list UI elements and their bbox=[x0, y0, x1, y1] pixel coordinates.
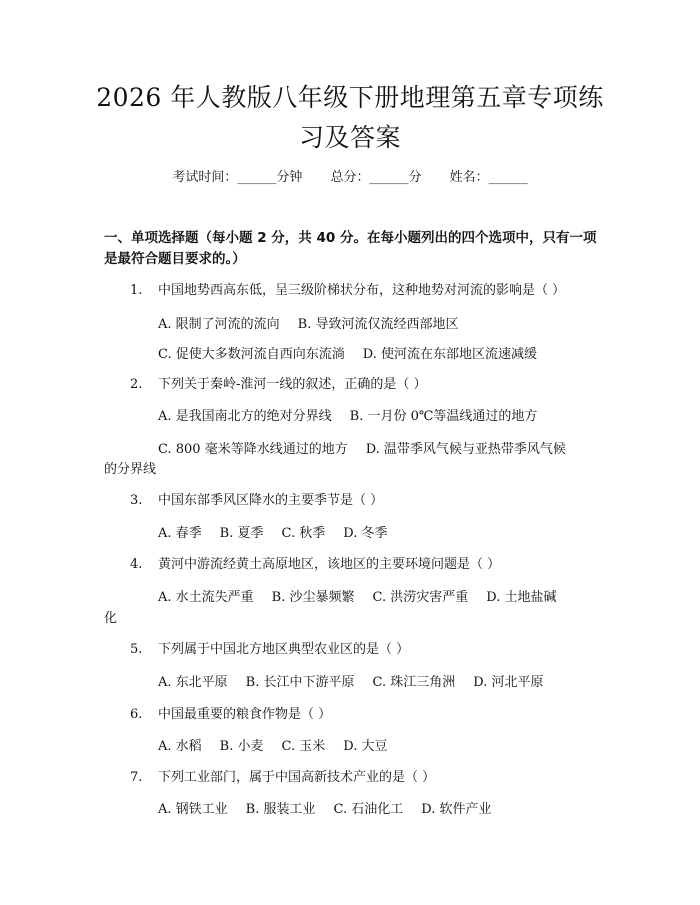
option-d: D. 河北平原 bbox=[473, 675, 544, 690]
option-a: A. 钢铁工业 bbox=[158, 802, 228, 817]
option-b: B. 小麦 bbox=[219, 739, 264, 754]
question-3-options bbox=[158, 524, 610, 544]
option-d: D. 大豆 bbox=[343, 739, 388, 754]
option-a: A. 限制了河流的流向 bbox=[158, 317, 280, 332]
option-b: B. 沙尘暴频繁 bbox=[271, 590, 355, 605]
question-6 bbox=[130, 705, 610, 725]
exam-time: 考试时间：______分钟 bbox=[172, 170, 303, 185]
question-number: 6. bbox=[130, 707, 143, 722]
question-2-options-row-2 bbox=[158, 440, 610, 460]
option-a: A. 是我国南北方的绝对分界线 bbox=[158, 409, 332, 424]
question-4-option-d-wrap: 化 bbox=[104, 611, 118, 626]
question-text: 黄河中游流经黄土高原地区，该地区的主要环境问题是（ ） bbox=[158, 557, 501, 572]
question-number: 5. bbox=[130, 642, 143, 657]
option-b: B. 一月份 0℃等温线通过的地方 bbox=[349, 409, 538, 424]
question-5-options bbox=[158, 673, 610, 693]
question-text: 下列工业部门，属于中国高新技术产业的是（ ） bbox=[158, 770, 436, 785]
question-text: 中国地势西高东低，呈三级阶梯状分布，这种地势对河流的影响是（ ） bbox=[158, 283, 566, 298]
option-a: A. 水土流失严重 bbox=[158, 590, 254, 605]
question-6-options bbox=[158, 737, 610, 757]
option-d: D. 温带季风气候与亚热带季风气候 bbox=[365, 442, 566, 457]
section-heading-line-2: 是最符合题目要求的。） bbox=[104, 251, 246, 267]
option-a: A. 春季 bbox=[158, 526, 202, 541]
question-7-options bbox=[158, 800, 610, 820]
option-c: C. 石油化工 bbox=[333, 802, 404, 817]
option-c: C. 珠江三角洲 bbox=[372, 675, 456, 690]
section-heading-line-1: 一、单项选择题（每小题 2 分，共 40 分。在每小题列出的四个选项中，只有一项 bbox=[104, 230, 597, 246]
option-d: D. 土地盐碱 bbox=[486, 590, 557, 605]
section-heading bbox=[104, 228, 604, 270]
question-2 bbox=[130, 375, 610, 395]
option-c: C. 800 毫米等降水线通过的地方 bbox=[158, 442, 348, 457]
exam-name: 姓名：______ bbox=[449, 170, 528, 185]
question-4 bbox=[130, 555, 610, 575]
option-d: D. 使河流在东部地区流速减缓 bbox=[362, 347, 537, 362]
option-a: A. 水稻 bbox=[158, 739, 202, 754]
question-number: 3. bbox=[130, 493, 143, 508]
title-line-2: 习及答案 bbox=[298, 123, 401, 152]
question-number: 7. bbox=[130, 770, 143, 785]
option-d: D. 冬季 bbox=[343, 526, 388, 541]
question-number: 2. bbox=[130, 377, 143, 392]
option-b: B. 服装工业 bbox=[245, 802, 316, 817]
question-4-options bbox=[158, 588, 610, 608]
option-c: C. 秋季 bbox=[281, 526, 326, 541]
question-5 bbox=[130, 640, 610, 660]
option-c: C. 促使大多数河流自西向东流淌 bbox=[158, 347, 345, 362]
question-text: 中国最重要的粮食作物是（ ） bbox=[158, 707, 332, 722]
option-c: C. 玉米 bbox=[281, 739, 326, 754]
exam-meta bbox=[0, 168, 700, 188]
option-b: B. 夏季 bbox=[219, 526, 264, 541]
question-text: 下列属于中国北方地区典型农业区的是（ ） bbox=[158, 642, 410, 657]
question-text: 中国东部季风区降水的主要季节是（ ） bbox=[158, 493, 384, 508]
question-1 bbox=[130, 281, 610, 301]
option-b: B. 导致河流仅流经西部地区 bbox=[297, 317, 459, 332]
question-2-option-d-wrap: 的分界线 bbox=[104, 462, 157, 477]
option-b: B. 长江中下游平原 bbox=[245, 675, 355, 690]
question-number: 4. bbox=[130, 557, 143, 572]
option-c: C. 洪涝灾害严重 bbox=[372, 590, 469, 605]
question-3 bbox=[130, 491, 610, 511]
title-line-1: 2026 年人教版八年级下册地理第五章专项练 bbox=[96, 83, 604, 112]
option-a: A. 东北平原 bbox=[158, 675, 228, 690]
question-7 bbox=[130, 768, 610, 788]
document-title bbox=[70, 78, 630, 158]
question-text: 下列关于秦岭-淮河一线的叙述，正确的是（ ） bbox=[158, 377, 427, 392]
question-number: 1. bbox=[130, 283, 143, 298]
question-1-options-row-1 bbox=[158, 315, 610, 335]
option-d: D. 软件产业 bbox=[421, 802, 492, 817]
exam-score: 总分：______分 bbox=[330, 170, 422, 185]
question-1-options-row-2 bbox=[158, 345, 610, 365]
question-2-options-row-1 bbox=[158, 407, 610, 427]
